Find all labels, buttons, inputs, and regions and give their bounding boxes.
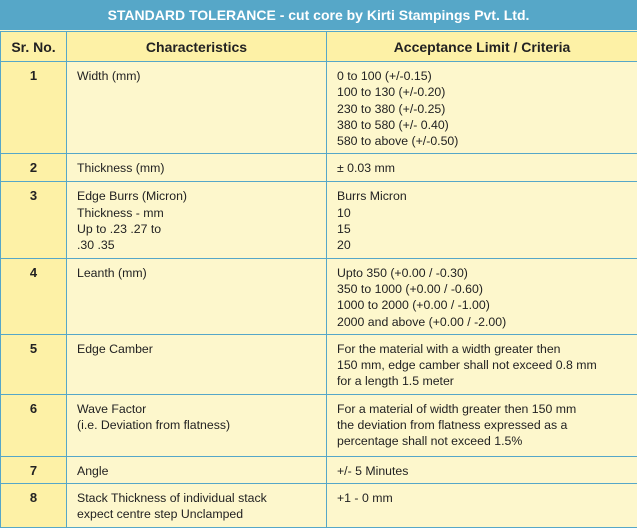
row-criteria xyxy=(327,334,637,394)
crit-line: For the material with a width greater then xyxy=(337,341,629,357)
crit-line: 20 xyxy=(337,237,629,253)
char-line: Edge Camber xyxy=(77,341,318,357)
crit-line: percentage shall not exceed 1.5% xyxy=(337,433,629,449)
crit-line: for a length 1.5 meter xyxy=(337,373,629,389)
char-line: Thickness - mm xyxy=(77,205,318,221)
char-line: (i.e. Deviation from flatness) xyxy=(77,417,318,433)
crit-line: 350 to 1000 (+0.00 / -0.60) xyxy=(337,281,629,297)
row-sr-no: 2 xyxy=(1,154,67,182)
char-line: Width (mm) xyxy=(77,68,318,84)
row-characteristic xyxy=(67,182,327,258)
row-characteristic xyxy=(67,334,327,394)
crit-line: 15 xyxy=(337,221,629,237)
char-line: expect centre step Unclamped xyxy=(77,506,318,522)
row-criteria xyxy=(327,258,637,334)
crit-line: 150 mm, edge camber shall not exceed 0.8 mm xyxy=(337,357,629,373)
crit-line: 100 to 130 (+/-0.20) xyxy=(337,84,629,100)
crit-line: ± 0.03 mm xyxy=(337,160,629,176)
header-criteria: Acceptance Limit / Criteria xyxy=(327,32,637,62)
row-characteristic xyxy=(67,62,327,154)
crit-line: Burrs Micron xyxy=(337,188,629,204)
row-characteristic xyxy=(67,456,327,483)
row-criteria xyxy=(327,62,637,154)
crit-line: +/- 5 Minutes xyxy=(337,463,629,479)
char-line: .30 .35 xyxy=(77,237,318,253)
crit-line: 0 to 100 (+/-0.15) xyxy=(337,68,629,84)
char-line: Angle xyxy=(77,463,318,479)
row-sr-no: 8 xyxy=(1,484,67,528)
char-line: Up to .23 .27 to xyxy=(77,221,318,237)
crit-line: +1 - 0 mm xyxy=(337,490,629,506)
header-characteristics: Characteristics xyxy=(67,32,327,62)
char-line: Edge Burrs (Micron) xyxy=(77,188,318,204)
crit-line: 230 to 380 (+/-0.25) xyxy=(337,101,629,117)
row-characteristic xyxy=(67,484,327,528)
table-row xyxy=(1,62,637,154)
char-line: Stack Thickness of individual stack xyxy=(77,490,318,506)
table-row xyxy=(1,258,637,334)
table-row xyxy=(1,394,637,456)
crit-line: 1000 to 2000 (+0.00 / -1.00) xyxy=(337,297,629,313)
crit-line: Upto 350 (+0.00 / -0.30) xyxy=(337,265,629,281)
crit-line: 580 to above (+/-0.50) xyxy=(337,133,629,149)
row-sr-no: 3 xyxy=(1,182,67,258)
table-row xyxy=(1,334,637,394)
table-row xyxy=(1,484,637,528)
row-characteristic xyxy=(67,258,327,334)
row-criteria xyxy=(327,182,637,258)
char-line: Wave Factor xyxy=(77,401,318,417)
row-sr-no: 7 xyxy=(1,456,67,483)
crit-line: the deviation from flatness expressed as a xyxy=(337,417,629,433)
row-criteria xyxy=(327,394,637,456)
header-sr-no: Sr. No. xyxy=(1,32,67,62)
crit-line: 2000 and above (+0.00 / -2.00) xyxy=(337,314,629,330)
row-criteria xyxy=(327,484,637,528)
row-sr-no: 6 xyxy=(1,394,67,456)
row-sr-no: 5 xyxy=(1,334,67,394)
document-title: STANDARD TOLERANCE - cut core by Kirti Stampings Pvt. Ltd. xyxy=(0,0,637,31)
row-characteristic xyxy=(67,394,327,456)
row-sr-no: 4 xyxy=(1,258,67,334)
table-header-row xyxy=(1,32,637,62)
crit-line: 10 xyxy=(337,205,629,221)
table-row xyxy=(1,456,637,483)
crit-line: For a material of width greater then 150 mm xyxy=(337,401,629,417)
row-characteristic xyxy=(67,154,327,182)
tolerance-table xyxy=(0,31,637,528)
char-line: Leanth (mm) xyxy=(77,265,318,281)
row-criteria xyxy=(327,456,637,483)
char-line: Thickness (mm) xyxy=(77,160,318,176)
table-row xyxy=(1,154,637,182)
table-row xyxy=(1,182,637,258)
row-sr-no: 1 xyxy=(1,62,67,154)
row-criteria xyxy=(327,154,637,182)
crit-line: 380 to 580 (+/- 0.40) xyxy=(337,117,629,133)
